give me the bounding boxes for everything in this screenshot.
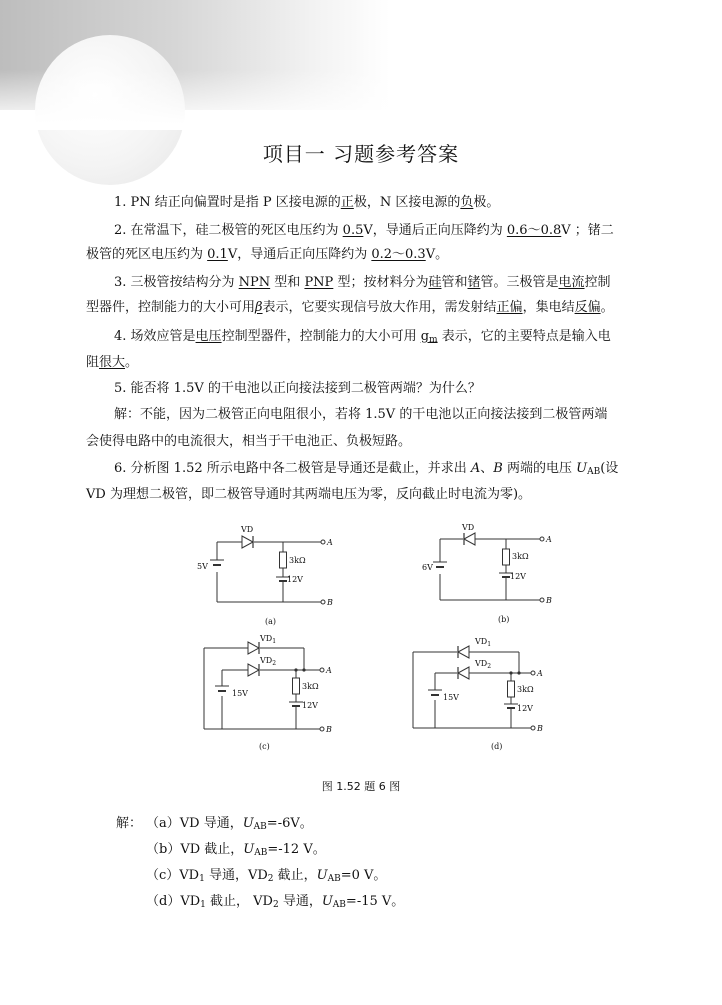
answer-c-sub1: 1 [199, 874, 205, 884]
fig-d-diode2-sub: 2 [487, 663, 492, 670]
answer-d-text: 截止， VD [205, 894, 273, 909]
q1-answer-negative: 负 [460, 195, 474, 210]
question-1 [114, 194, 638, 212]
question-5-answer-line1: 解：不能，因为二极管正向电阻很小，若将 1.5V 的干电池以正向接法接到二极管两端 [114, 407, 608, 422]
question-3-line2 [86, 299, 638, 317]
question-5: 5. 能否将 1.5V 的干电池以正向接法接到二极管两端？为什么？ [114, 381, 481, 396]
q6-text: 两端的电压 [502, 461, 577, 476]
answer-c-sub: AB [327, 874, 341, 884]
q6-text: 、 [480, 461, 494, 476]
fig-c-terminal-a: A [326, 666, 332, 675]
fig-c-diode1-sub: 1 [272, 638, 277, 645]
q4-text: 控制型器件，控制能力的大小可用 [221, 329, 421, 344]
fig-b-resistor-label: 3kΩ [512, 552, 529, 561]
q1-text: 1. PN 结正向偏置时是指 P 区接电源的 [114, 195, 341, 210]
q6-voltage-subscript: AB [587, 467, 601, 477]
page-title: 项目一 习题参考答案 [262, 142, 460, 166]
fig-d-resistor-label: 3kΩ [517, 685, 534, 694]
answer-a-text: （a）VD 导通， [146, 816, 243, 831]
svg-text:VD1 [259, 634, 276, 645]
q3-answer: 反偏 [574, 300, 601, 315]
question-4-line1 [114, 328, 638, 346]
q3-text: ，集电结 [522, 300, 575, 315]
answer-c [146, 867, 698, 885]
q3-text: 控制 [584, 275, 611, 290]
q2-text: V。 [425, 247, 449, 262]
fig-a-terminal-b: B [327, 598, 333, 607]
question-2-line2 [86, 246, 638, 264]
q3-text: 管。三极管是 [480, 275, 559, 290]
q4-answer-gm [421, 329, 438, 344]
answer-d-voltage: U [321, 894, 333, 909]
fig-a-resistor-label: 3kΩ [289, 556, 306, 565]
q3-text: 型和 [270, 275, 305, 290]
q4-answer: 电压 [195, 329, 222, 344]
fig-c-battery-label: 15V [232, 689, 248, 698]
answer-lead: 解： [116, 816, 143, 831]
q2-text: V，导通后正向压降约为 [227, 247, 372, 262]
answer-d-text: （d）VD [146, 894, 201, 909]
fig-b-diode-label: VD [462, 523, 475, 532]
fig-c-diode2-label: VD [260, 656, 273, 665]
answer-d-value: =-15 V。 [345, 894, 405, 909]
answer-d-sub2: 2 [272, 900, 279, 910]
answer-b [146, 841, 698, 859]
answer-c-text: 截止， [273, 868, 317, 883]
fig-d-battery-label: 15V [443, 693, 459, 702]
fig-b-terminal-a: A [546, 535, 552, 544]
fig-d-label: (d) [491, 742, 503, 751]
fig-c-diode2-sub: 2 [272, 660, 277, 667]
fig-d-source-label: 12V [517, 704, 533, 713]
answer-a-value: =-6V。 [266, 816, 313, 831]
question-5-answer-line2: 会使得电路中的电流很大，相当于干电池正、负极短路。 [86, 434, 412, 449]
answer-b-text: （b）VD 截止， [146, 842, 244, 857]
q4-text: 4. 场效应管是 [114, 329, 196, 344]
circuit-figure-d [405, 630, 575, 754]
fig-d-diode2-label: VD [475, 659, 488, 668]
svg-text:VD2 [474, 659, 491, 670]
question-2-line1 [114, 222, 638, 240]
q3-text: 型器件，控制能力的大小可用 [86, 300, 256, 315]
fig-d-terminal-a: A [537, 669, 543, 678]
q4-text: 阻 [86, 355, 100, 370]
fig-c-resistor-label: 3kΩ [302, 682, 319, 691]
circuit-figure-c [196, 632, 356, 754]
q6-terminal-a: A [470, 461, 481, 476]
q2-answer: 0.5 [342, 223, 364, 238]
q2-answer: 0.1 [207, 247, 228, 262]
q6-text: 6. 分析图 1.52 所示电路中各二极管是导通还是截止，并求出 [114, 461, 471, 476]
fig-c-diode1-label: VD [260, 634, 273, 643]
circuit-figure-b [420, 520, 570, 628]
q4-text: 表示，它的主要特点是输入电 [437, 329, 611, 344]
question-4-line2 [86, 354, 638, 372]
q3-answer: 电流 [558, 275, 585, 290]
answer-c-value: =0 V。 [340, 868, 387, 883]
question-6-line2: VD 为理想二极管，即二极管导通时其两端电压为零，反向截止时电流为零)。 [86, 487, 532, 502]
q2-text: V，导通后正向压降约为 [363, 223, 507, 238]
q2-text: 2. 在常温下，硅二极管的死区电压约为 [114, 223, 343, 238]
q4-gm-symbol: g [420, 329, 430, 344]
fig-b-terminal-b: B [546, 596, 552, 605]
q3-text: 表示，它要实现信号放大作用，需发射结 [262, 300, 497, 315]
answer-a [146, 815, 698, 833]
answer-a-sub: AB [253, 822, 267, 832]
answer-d [146, 893, 698, 911]
fig-d-terminal-b: B [537, 724, 543, 733]
q3-answer: 锗 [467, 275, 481, 290]
fig-a-diode-label: VD [241, 525, 254, 534]
svg-text:VD1 [474, 637, 491, 648]
q2-text: V ；锗二 [561, 223, 614, 238]
answer-d-sub1: 1 [200, 900, 206, 910]
fig-a-label: (a) [265, 617, 277, 626]
circuit-figure-a [195, 520, 345, 628]
fig-c-source-label: 12V [302, 701, 318, 710]
answer-d-sub: AB [332, 900, 346, 910]
answer-b-sub: AB [254, 848, 268, 858]
fig-b-battery-label: 6V [422, 563, 433, 572]
answer-b-value: =-12 V。 [267, 842, 326, 857]
q6-voltage-symbol: U [576, 461, 588, 476]
svg-text:VD2 [259, 656, 276, 667]
answer-c-sub2: 2 [267, 874, 274, 884]
q6-text: (设 [600, 461, 619, 476]
answer-c-text: （c）VD [146, 868, 200, 883]
fig-b-label: (b) [498, 615, 510, 624]
answer-d-text: 导通， [278, 894, 322, 909]
fig-a-terminal-a: A [327, 538, 333, 547]
fig-a-battery-label: 5V [197, 562, 208, 571]
q3-text: 。 [600, 300, 614, 315]
question-3-line1 [114, 274, 638, 292]
answer-c-voltage: U [316, 868, 328, 883]
fig-d-diode1-sub: 1 [487, 641, 492, 648]
q3-answer: 正偏 [496, 300, 523, 315]
q2-text: 极管的死区电压约为 [86, 247, 208, 262]
answer-a-voltage: U [242, 816, 254, 831]
q4-answer: 很大 [99, 355, 126, 370]
q3-text: 3. 三极管按结构分为 [114, 275, 239, 290]
figure-caption: 图 1.52 题 6 图 [321, 780, 401, 793]
q1-text: 极。 [473, 195, 500, 210]
q2-answer: 0.2～0.3 [371, 247, 426, 262]
q4-gm-subscript: m [429, 335, 438, 345]
q3-text: 型；按材料分为 [333, 275, 429, 290]
q3-answer: PNP [304, 275, 334, 290]
fig-c-terminal-b: B [326, 725, 332, 734]
q1-text: 极，N 区接电源的 [353, 195, 461, 210]
question-6-line1 [114, 460, 638, 478]
answer-c-text: 导通，VD [204, 868, 268, 883]
q3-answer: 硅 [428, 275, 442, 290]
fig-a-source-label: 12V [287, 575, 303, 584]
header-fade [0, 70, 390, 130]
q6-terminal-b: B [493, 461, 503, 476]
q3-text: 管和 [441, 275, 468, 290]
q4-text: 。 [125, 355, 139, 370]
q1-answer-positive: 正 [340, 195, 354, 210]
fig-c-label: (c) [259, 742, 270, 751]
fig-d-diode1-label: VD [475, 637, 488, 646]
q3-answer: NPN [238, 275, 271, 290]
fig-b-source-label: 12V [510, 572, 526, 581]
q2-answer: 0.6～0.8 [506, 223, 562, 238]
answer-b-voltage: U [243, 842, 255, 857]
q3-answer-beta: β [255, 300, 263, 315]
